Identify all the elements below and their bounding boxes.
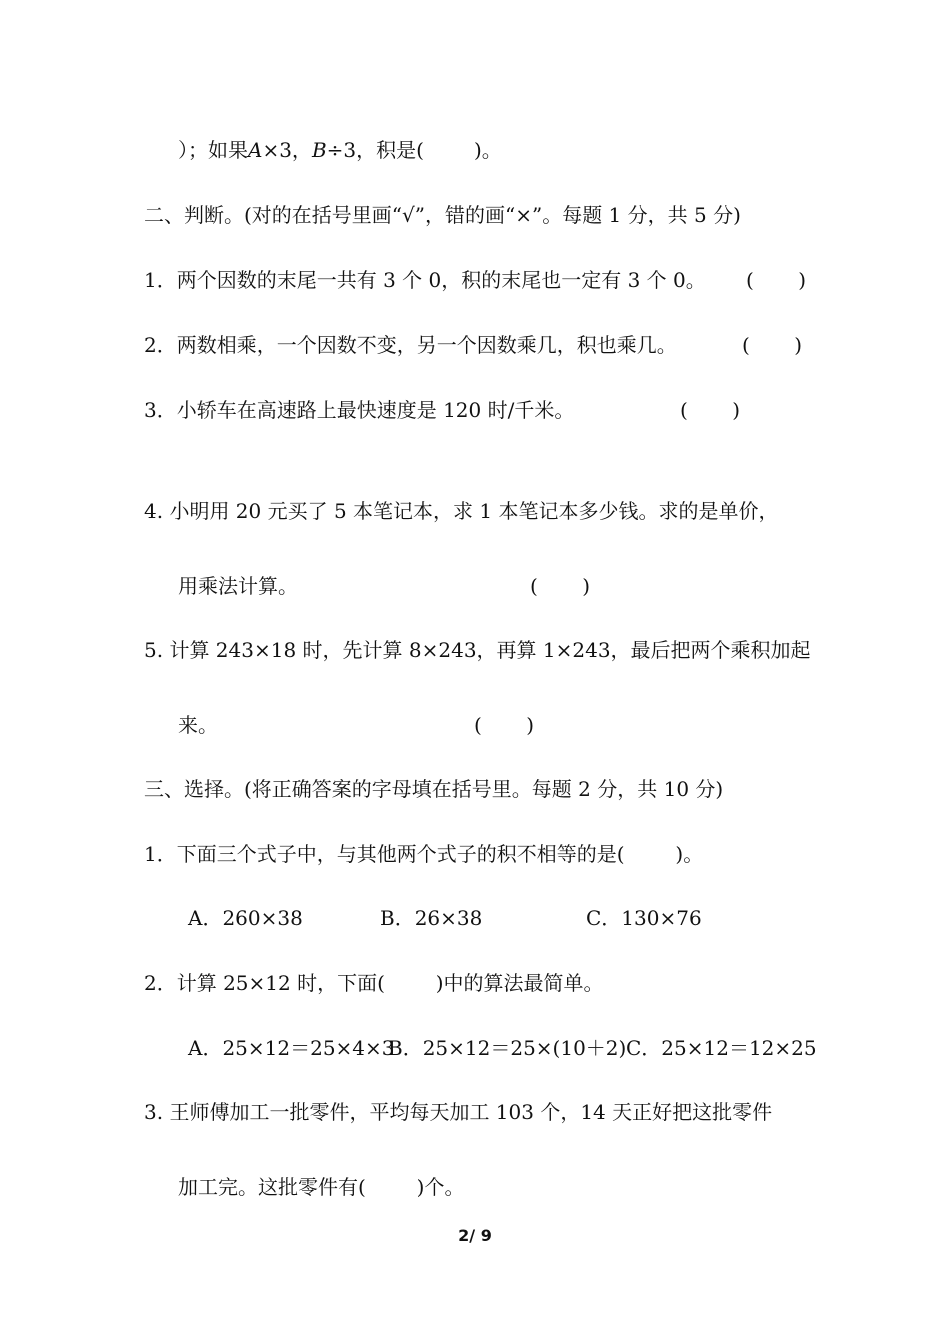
var-a: A	[248, 138, 263, 162]
judge-q5-answer[interactable]: ( )	[474, 713, 535, 737]
judge-q3	[144, 396, 574, 424]
judge-q3-text: 3．小轿车在高速路上最快速度是 120 时/千米。	[144, 398, 575, 422]
judge-q1-answer[interactable]: ( )	[746, 268, 807, 292]
judge-q2	[144, 331, 677, 359]
choice-q1-option-a[interactable]: A．260×38	[188, 906, 303, 930]
judge-q4-line1: 4. 小明用 20 元买了 5 本笔记本，求 1 本笔记本多少钱。求的是单价，	[144, 499, 779, 523]
page-number: 2/ 9	[458, 1226, 492, 1245]
carryover-mid: ×3，	[262, 138, 312, 162]
judge-q2-text: 2．两数相乘，一个因数不变，另一个因数乘几，积也乘几。	[144, 333, 677, 357]
judge-q4-answer[interactable]: ( )	[530, 574, 591, 598]
carryover-tail: ÷3，积是(	[326, 138, 424, 162]
choice-q2-option-c[interactable]: C．25×12＝12×25	[626, 1036, 817, 1060]
choice-q3-line2: 加工完。这批零件有( )个。	[178, 1175, 465, 1199]
var-b: B	[311, 138, 327, 162]
section2-heading: 二、判断。(对的在括号里画“√”，错的画“×”。每题 1 分，共 5 分)	[144, 203, 741, 227]
section3-heading: 三、选择。(将正确答案的字母填在括号里。每题 2 分，共 10 分)	[144, 777, 724, 801]
choice-q3-line1: 3. 王师傅加工一批零件，平均每天加工 103 个，14 天正好把这批零件	[144, 1100, 773, 1124]
carryover-line	[178, 136, 502, 164]
choice-q1-option-b[interactable]: B．26×38	[380, 906, 483, 930]
judge-q3-answer[interactable]: ( )	[680, 398, 741, 422]
choice-q1: 1．下面三个式子中，与其他两个式子的积不相等的是( )。	[144, 842, 704, 866]
judge-q4-line2: 用乘法计算。	[178, 574, 298, 598]
judge-q1-text: 1．两个因数的末尾一共有 3 个 0，积的末尾也一定有 3 个 0。	[144, 268, 706, 292]
choice-q2-option-a[interactable]: A．25×12＝25×4×3	[188, 1036, 395, 1060]
judge-q5-line1: 5. 计算 243×18 时，先计算 8×243，再算 1×243，最后把两个乘积加起	[144, 638, 811, 662]
judge-q5-line2: 来。	[178, 713, 218, 737]
choice-q2: 2．计算 25×12 时，下面( )中的算法最简单。	[144, 971, 604, 995]
choice-q2-option-b[interactable]: B．25×12＝25×(10＋2)	[388, 1036, 627, 1060]
choice-q1-option-c[interactable]: C．130×76	[586, 906, 702, 930]
judge-q1	[144, 266, 706, 294]
carryover-close: ）；如果	[178, 138, 248, 162]
carryover-end: )。	[473, 138, 502, 162]
judge-q2-answer[interactable]: ( )	[742, 333, 803, 357]
